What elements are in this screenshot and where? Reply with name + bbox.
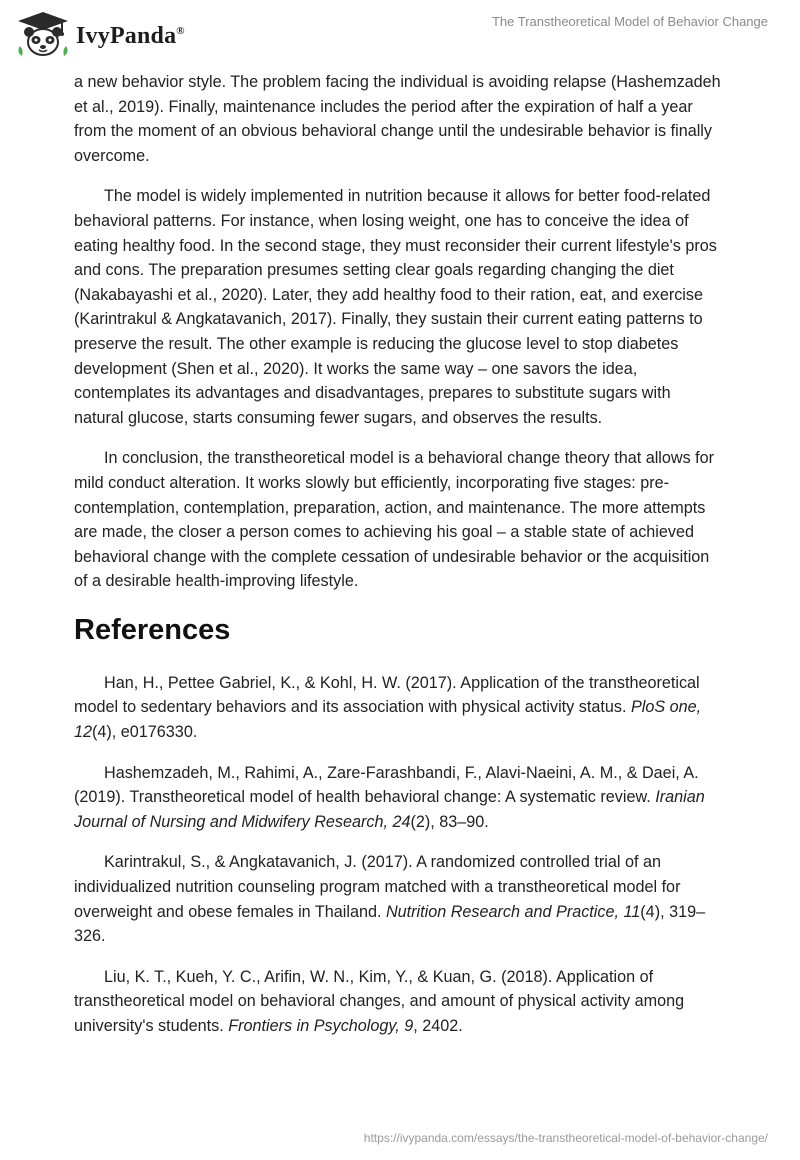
reference-item: Liu, K. T., Kueh, Y. C., Arifin, W. N., Kim, Y., & Kuan, G. (2018). Application of transtheoretical model on behavioral changes, and amount of physical activity among university's students. Frontiers in Psychology, 9, 2402. <box>74 967 685 1035</box>
brand-name: IvyPanda® <box>76 22 185 49</box>
source-url-link[interactable]: https://ivypanda.com/essays/the-transtheoretical-model-of-behavior-change/ <box>363 1131 768 1145</box>
reference-item: Karintrakul, S., & Angkatavanich, J. (2017). A randomized controlled trial of an individualized nutrition counseling program matched with a transtheoretical model for overweight and obese females in Thailand. Nutrition Research and Practice, 11(4), 319–326. <box>74 853 706 946</box>
reference-item: Han, H., Pettee Gabriel, K., & Kohl, H. W. (2017). Application of the transtheoretical model to sedentary behaviors and its association with physical activity status. PloS one, 12(4), e0176330. <box>74 673 702 742</box>
body-paragraph-1: a new behavior style. The problem facing the individual is avoiding relapse (Hashemzadeh et al., 2019). Finally, maintenance includes the period after the expiration of half a year from the moment of an obvious behavioral change until the undesirable behavior is finally overcome. <box>74 73 721 165</box>
brand-logo[interactable] <box>14 10 185 60</box>
panda-graduate-icon <box>14 10 72 60</box>
document-title: The Transtheoretical Model of Behavior Change <box>491 14 768 29</box>
body-paragraph-3: In conclusion, the transtheoretical model is a behavioral change theory that allows for mild conduct alteration. It works slowly but efficiently, incorporating five stages: pre-contemplation, contemplation, preparation, action, and maintenance. The more attempts are made, the closer a person comes to achieving his goal – a stable state of achieved behavioral change with the complete cessation of undesirable behavior or the acquisition of a desirable health-improving lifestyle. <box>74 449 715 591</box>
body-paragraph-2: The model is widely implemented in nutrition because it allows for better food-related behavioral patterns. For instance, when losing weight, one has to conceive the idea of eating healthy food. In the second stage, they must reconsider their current lifestyle's pros and cons. The preparation presumes setting clear goals regarding changing the diet (Nakabayashi et al., 2020). Later, they add healthy food to their ration, eat, and exercise (Karintrakul & Angkatavanich, 2017). Finally, they sustain their current eating patterns to preserve the result. The other example is reducing the glucose level to stop diabetes development (Shen et al., 2020). It works the same way – one savors the idea, contemplates its advantages and disadvantages, prepares to substitute sugars with natural glucose, starts consuming fewer sugars, and observes the results. <box>74 187 717 427</box>
references-heading: References <box>74 613 231 646</box>
page-header <box>0 0 800 70</box>
essay-content <box>74 70 724 1055</box>
reference-item: Hashemzadeh, M., Rahimi, A., Zare-Farashbandi, F., Alavi-Naeini, A. M., & Daei, A. (2019). Transtheoretical model of health behavioral change: A systematic review. Iranian Journal of Nursing and Midwifery Research, 24(2), 83–90. <box>74 763 705 831</box>
